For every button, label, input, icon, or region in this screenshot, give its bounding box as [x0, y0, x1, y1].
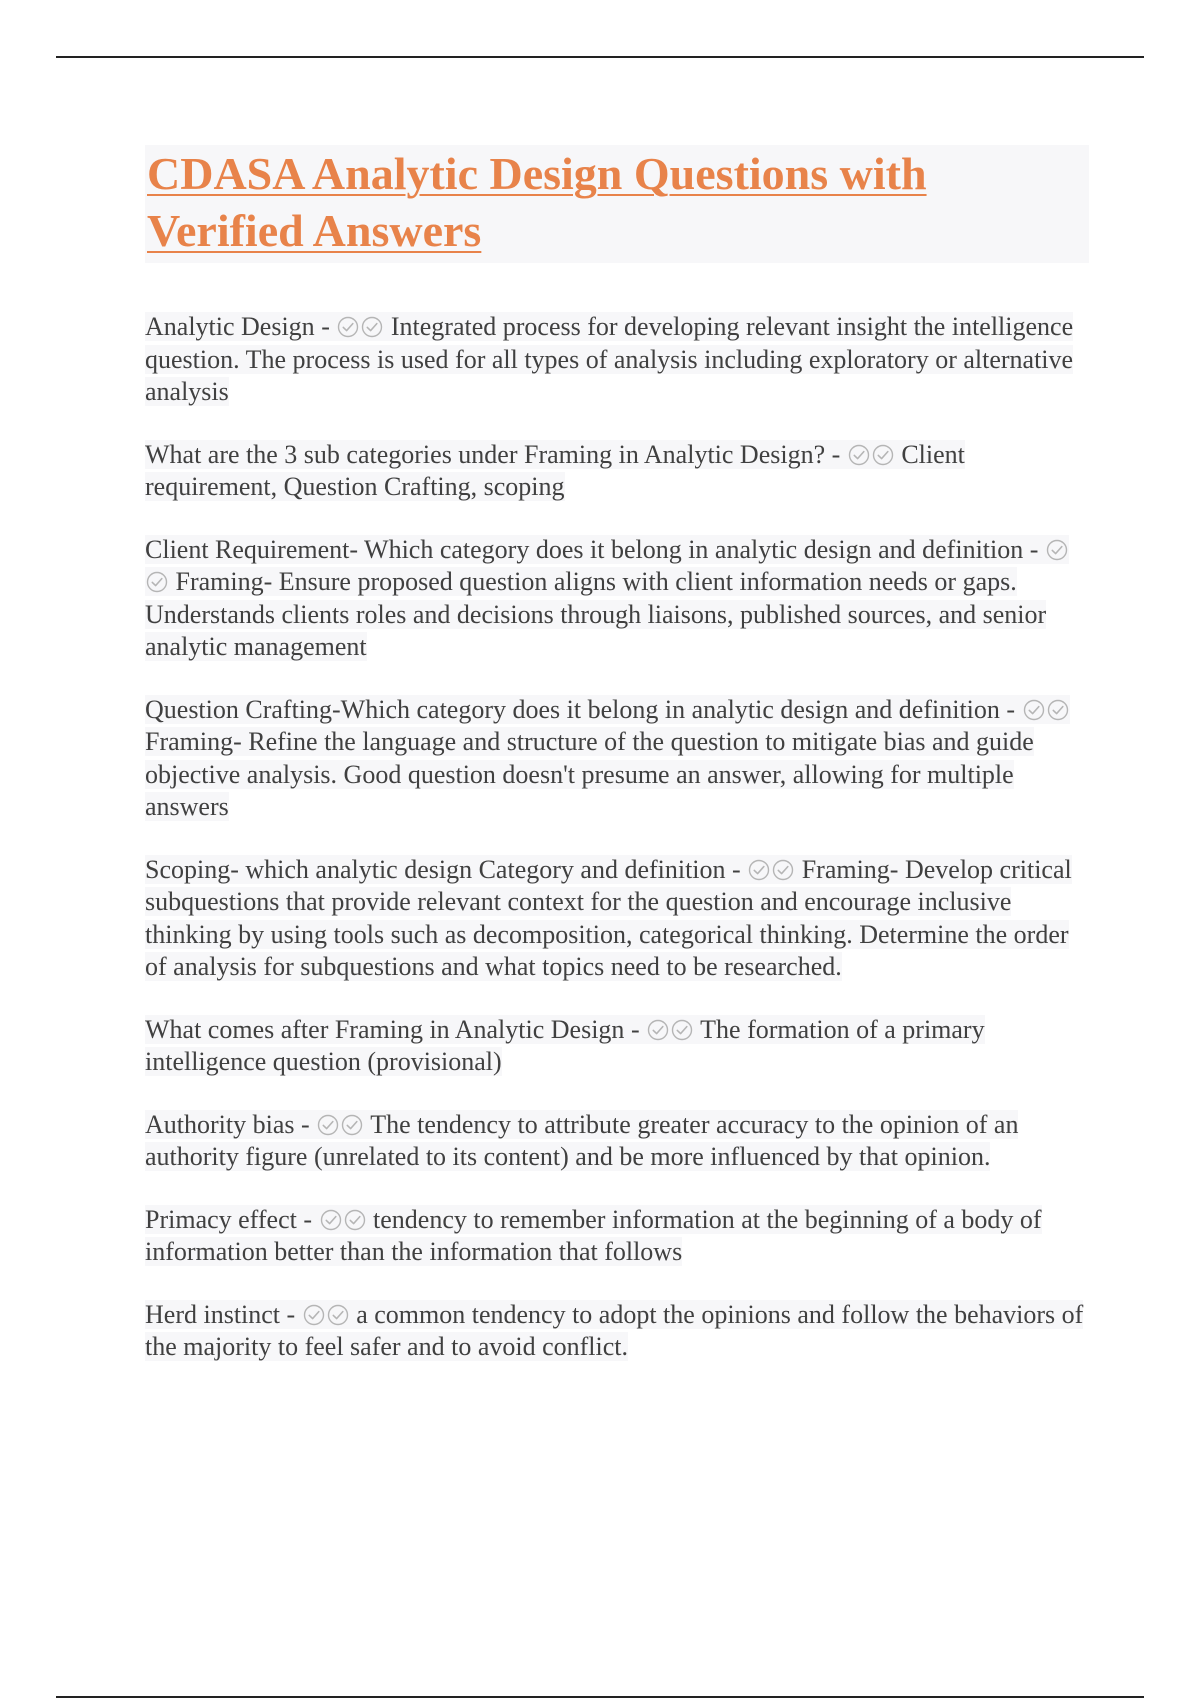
check-circle-icon — [341, 1114, 363, 1136]
qa-item — [145, 1204, 1089, 1269]
separator: - — [999, 694, 1022, 724]
separator: - — [294, 1109, 317, 1139]
check-circle-icon — [647, 1019, 669, 1041]
qa-text — [145, 695, 1070, 822]
check-circle-icon — [317, 1114, 339, 1136]
separator: - — [725, 854, 748, 884]
qa-text — [145, 1205, 1042, 1267]
qa-text — [145, 440, 965, 502]
qa-text — [145, 1110, 1018, 1172]
check-circle-icon — [772, 859, 794, 881]
qa-text — [145, 535, 1069, 662]
qa-text — [145, 1300, 1083, 1362]
question-text: Authority bias — [145, 1109, 295, 1139]
answer-text: Framing- Refine the language and structure of the question to mitigate bias and guide objective analysis. Good question doesn't presume an answer, allowing for multiple answers — [145, 727, 1034, 821]
document-body — [145, 145, 1089, 1394]
answer-text: Client requirement, Question Crafting, scoping — [145, 439, 965, 501]
qa-text — [145, 312, 1073, 406]
separator: - — [296, 1204, 319, 1234]
document-title: CDASA Analytic Design Questions with Verified Answers — [147, 148, 927, 256]
question-text: Question Crafting-Which category does it belong in analytic design and definition — [145, 694, 1000, 724]
question-text: Client Requirement- Which category does it belong in analytic design and definition — [145, 534, 1024, 564]
answer-text: a common tendency to adopt the opinions and follow the behaviors of the majority to feel safer and to avoid conflict. — [145, 1299, 1084, 1361]
check-circle-icon — [146, 571, 168, 593]
qa-item — [145, 694, 1089, 824]
qa-text — [145, 1015, 985, 1077]
qa-item — [145, 534, 1089, 664]
answer-text: Integrated process for developing relevant insight the intelligence question. The process is used for all types of analysis including exploratory or alternative analysis — [145, 312, 1074, 406]
separator: - — [825, 439, 847, 469]
qa-item — [145, 854, 1089, 984]
check-circle-icon — [303, 1304, 325, 1326]
check-circle-icon — [327, 1304, 349, 1326]
bottom-rule — [56, 1696, 1144, 1698]
separator: - — [624, 1014, 647, 1044]
check-circle-icon — [320, 1209, 342, 1231]
check-circle-icon — [671, 1019, 693, 1041]
question-text: What comes after Framing in Analytic Design — [145, 1014, 625, 1044]
check-circle-icon — [1023, 699, 1045, 721]
qa-item — [145, 1109, 1089, 1174]
answer-text: Framing- Develop critical subquestions that provide relevant context for the question and encourage inclusive thinking by using tools such as decomposition, categorical thinking. Determine the order of analysis for subquestions and what topics need to be researched. — [145, 854, 1072, 981]
title-box — [145, 145, 1089, 263]
question-text: What are the 3 sub categories under Framing in Analytic Design? — [145, 439, 826, 469]
qa-text — [145, 855, 1072, 982]
question-text: Scoping- which analytic design Category and definition — [145, 854, 726, 884]
question-text: Herd instinct — [145, 1299, 281, 1329]
qa-item — [145, 439, 1089, 504]
qa-item — [145, 311, 1089, 409]
check-circle-icon — [337, 316, 359, 338]
answer-text: The formation of a primary intelligence question (provisional) — [145, 1014, 985, 1076]
check-circle-icon — [748, 859, 770, 881]
qa-item — [145, 1299, 1089, 1364]
answer-text: Framing- Ensure proposed question aligns with client information needs or gaps. Understands clients roles and decisions through liaisons, published sources, and senior analytic management — [145, 567, 1047, 661]
qa-item — [145, 1014, 1089, 1079]
answer-text: tendency to remember information at the beginning of a body of information better than the information that follows — [145, 1204, 1042, 1266]
check-circle-icon — [872, 444, 894, 466]
check-circle-icon — [1047, 699, 1069, 721]
check-circle-icon — [344, 1209, 366, 1231]
question-text: Primacy effect — [145, 1204, 297, 1234]
top-rule — [56, 56, 1144, 58]
separator: - — [280, 1299, 302, 1329]
answer-text: The tendency to attribute greater accuracy to the opinion of an authority figure (unrelated to its content) and be more influenced by that opinion. — [145, 1109, 1019, 1171]
separator: - — [1023, 534, 1045, 564]
check-circle-icon — [1046, 539, 1068, 561]
qa-list — [145, 311, 1089, 1364]
check-circle-icon — [848, 444, 870, 466]
separator: - — [314, 312, 337, 341]
check-circle-icon — [361, 316, 383, 338]
question-text: Analytic Design — [145, 312, 315, 341]
